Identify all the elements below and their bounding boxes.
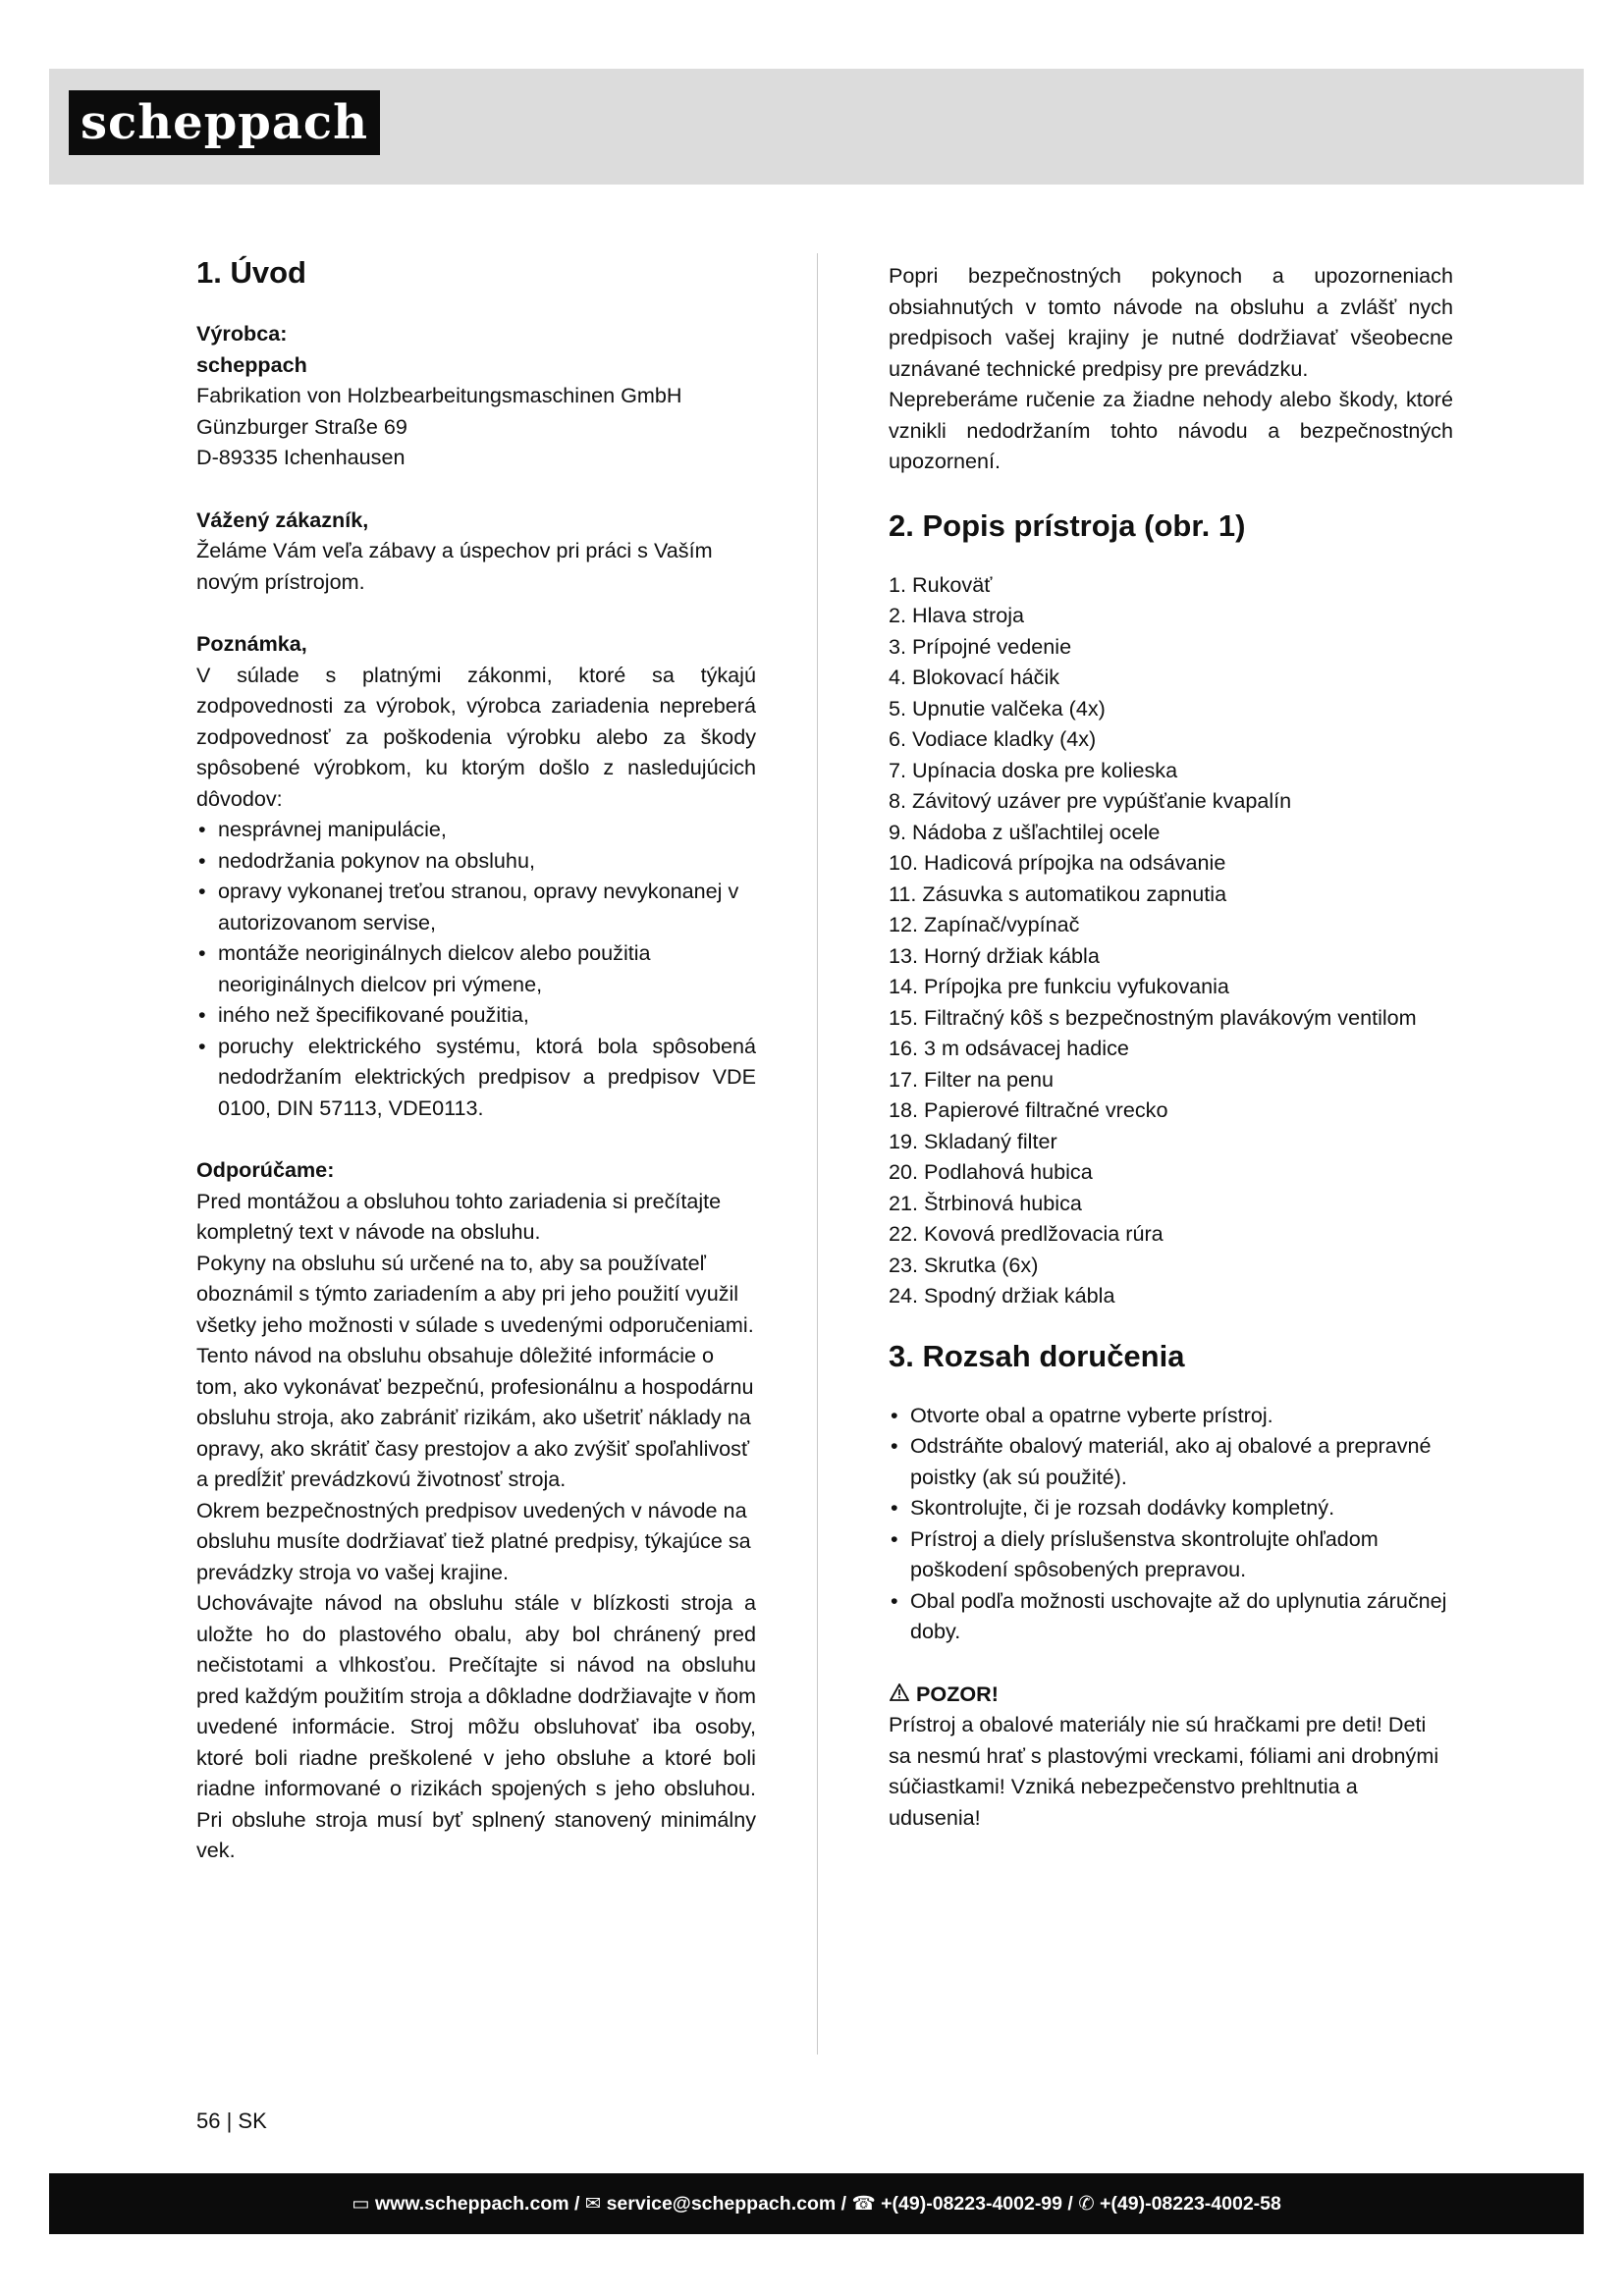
list-item: 19. Skladaný filter <box>889 1128 1057 1153</box>
list-item: • nedodržania pokynov na obsluhu, <box>196 845 756 877</box>
address-line-1: Fabrikation von Holzbearbeitungsmaschinen GmbH <box>196 383 682 407</box>
intro-paragraph: Nepreberáme ručenie za žiadne nehody alebo škody, ktoré vznikli nedodržaním tohto návodu a bezpečnostných upozornení. <box>889 387 1453 473</box>
list-item: 16. 3 m odsávacej hadice <box>889 1036 1129 1060</box>
manufacturer-name: scheppach <box>196 351 307 377</box>
list-item: 1. Rukoväť <box>889 571 993 597</box>
list-item: 11. Zásuvka s automatikou zapnutia <box>889 881 1227 906</box>
list-item: 5. Upnutie valčeka (4x) <box>889 695 1106 721</box>
section-3-title: 3. Rozsah doručenia <box>889 1338 1185 1373</box>
page-number: 56 | SK <box>196 2109 267 2133</box>
list-item: 13. Horný držiak kábla <box>889 942 1100 968</box>
list-item: 23. Skrutka (6x) <box>889 1252 1039 1277</box>
right-column <box>889 260 1453 1833</box>
recommend-paragraph: Pred montážou a obsluhou tohto zariadenia si prečítajte kompletný text v návode na obsluhu. <box>196 1188 722 1244</box>
intro-paragraph: Popri bezpečnostných pokynoch a upozorneniach obsiahnutých v tomto návode na obsluhu a zvlášť nych predpisoch vašej krajiny je nutné dodržiavať všeobecne uznávané technické predpisy pre prevádzku. <box>889 263 1453 381</box>
customer-heading: Vážený zákazník, <box>196 507 369 532</box>
recommend-heading: Odporúčame: <box>196 1157 335 1182</box>
note-heading: Poznámka, <box>196 631 307 656</box>
list-item: • Otvorte obal a opatrne vyberte prístroj. <box>889 1400 1453 1431</box>
list-item: 24. Spodný držiak kábla <box>889 1283 1115 1308</box>
list-item: 22. Kovová predlžovacia rúra <box>889 1221 1164 1246</box>
section-1-title: 1. Úvod <box>196 255 306 290</box>
recommend-paragraph: Okrem bezpečnostných predpisov uvedených v návode na obsluhu musíte dodržiavať tiež platné predpisy, týkajúce sa prevádzky stroja vo vašej krajine. <box>196 1497 751 1584</box>
list-item: 4. Blokovací háčik <box>889 665 1060 689</box>
footer-contact-bar: ▭ www.scheppach.com / ✉ service@scheppach.com / ☎ +(49)-08223-4002-99 / ✆ +(49)-08223-4002-58 <box>49 2173 1584 2234</box>
recommend-paragraph: Tento návod na obsluhu obsahuje dôležité informácie o tom, ako vykonávať bezpečnú, profesionálnu a hospodárnu obsluhu stroja, ako zabrániť rizikám, ako ušetriť náklady na opravy, ako skrátiť časy prestojov a ako zvýšiť spoľahlivosť a predĺžiť prevádzkovú životnosť stroja. <box>196 1343 754 1491</box>
list-item: • poruchy elektrického systému, ktorá bola spôsobená nedodržaním elektrických predpisov a predpisov VDE 0100, DIN 57113, VDE0113. <box>196 1031 756 1124</box>
address-line-2: Günzburger Straße 69 <box>196 413 407 439</box>
list-item: 14. Prípojka pre funkciu vyfukovania <box>889 974 1229 998</box>
list-item: • iného než špecifikované použitia, <box>196 999 756 1031</box>
list-item: 3. Prípojné vedenie <box>889 633 1072 659</box>
list-item: 6. Vodiace kladky (4x) <box>889 726 1097 751</box>
list-item: 17. Filter na penu <box>889 1066 1055 1092</box>
manufacturer-label: Výrobca: <box>196 321 288 346</box>
list-item: 9. Nádoba z ušľachtilej ocele <box>889 819 1161 844</box>
parts-list <box>889 569 1453 1311</box>
list-item: • Skontrolujte, či je rozsah dodávky kompletný. <box>889 1492 1453 1523</box>
note-bullet-list <box>196 814 756 1123</box>
list-item: 18. Papierové filtračné vrecko <box>889 1097 1168 1122</box>
list-item: • Odstráňte obalový materiál, ako aj obalové a prepravné poistky (ak sú použité). <box>889 1430 1453 1492</box>
list-item: 10. Hadicová prípojka na odsávanie <box>889 850 1226 875</box>
customer-text: Želáme Vám veľa zábavy a úspechov pri práci s Vaším novým prístrojom. <box>196 538 713 594</box>
section-2-title: 2. Popis prístroja (obr. 1) <box>889 507 1246 543</box>
recommend-paragraph: Uchovávajte návod na obsluhu stále v blízkosti stroja a uložte ho do plastového obalu, aby bol chránený pred nečistotami a vlhkosťou. Prečítajte si návod na obsluhu pred každým použitím stroja a dôkladne dodržiavajte v ňom uvedené informácie. Stroj môžu obsluhovať iba osoby, ktoré boli riadne preškolené v jeho obsluhe a ktoré boli riadne informované o rizikách spojených s jeho obsluhou. Pri obsluhe stroja musí byť splnený stanovený minimálny vek. <box>196 1590 756 1862</box>
list-item: 20. Podlahová hubica <box>889 1159 1093 1184</box>
list-item: 8. Závitový uzáver pre vypúšťanie kvapalín <box>889 788 1292 813</box>
list-item: 15. Filtračný kôš s bezpečnostným plavákovým ventilom <box>889 1004 1417 1030</box>
list-item: 7. Upínacia doska pre kolieska <box>889 757 1178 782</box>
scheppach-logo: scheppach <box>69 90 380 155</box>
list-item: • Prístroj a diely príslušenstva skontrolujte ohľadom poškodení spôsobených prepravou. <box>889 1523 1453 1585</box>
list-item: • nesprávnej manipulácie, <box>196 814 756 845</box>
recommend-paragraph: Pokyny na obsluhu sú určené na to, aby sa používateľ oboznámil s týmto zariadením a aby pri jeho použití využil všetky jeho možnosti v súlade s uvedenými odporučeniami. <box>196 1250 754 1337</box>
list-item: • Obal podľa možnosti uschovajte až do uplynutia záručnej doby. <box>889 1585 1453 1647</box>
warning-text: Prístroj a obalové materiály nie sú hračkami pre deti! Deti sa nesmú hrať s plastovými vreckami, fóliami ani drobnými súčiastkami! Vzniká nebezpečenstvo prehltnutia a udusenia! <box>889 1712 1439 1830</box>
note-text: V súlade s platnými zákonmi, ktoré sa týkajú zodpovednosti za výrobok, výrobca zariadenia nepreberá zodpovednosť za poškodenia výrobku alebo za škody spôsobené výrobkom, ku ktorým došlo z nasledujúcich dôvodov: <box>196 662 756 811</box>
list-item: • opravy vykonanej treťou stranou, opravy nevykonanej v autorizovanom servise, <box>196 876 756 937</box>
delivery-bullet-list <box>889 1400 1453 1647</box>
column-divider <box>817 253 818 2055</box>
address-line-3: D-89335 Ichenhausen <box>196 445 406 469</box>
left-column <box>196 253 756 1866</box>
list-item: 21. Štrbinová hubica <box>889 1190 1082 1215</box>
warning-heading: POZOR! <box>916 1681 999 1706</box>
warning-heading-row <box>889 1679 1453 1710</box>
warning-triangle-icon <box>889 1679 910 1710</box>
list-item: 2. Hlava stroja <box>889 603 1025 627</box>
list-item: • montáže neoriginálnych dielcov alebo použitia neoriginálnych dielcov pri výmene, <box>196 937 756 999</box>
list-item: 12. Zapínač/vypínač <box>889 912 1080 936</box>
